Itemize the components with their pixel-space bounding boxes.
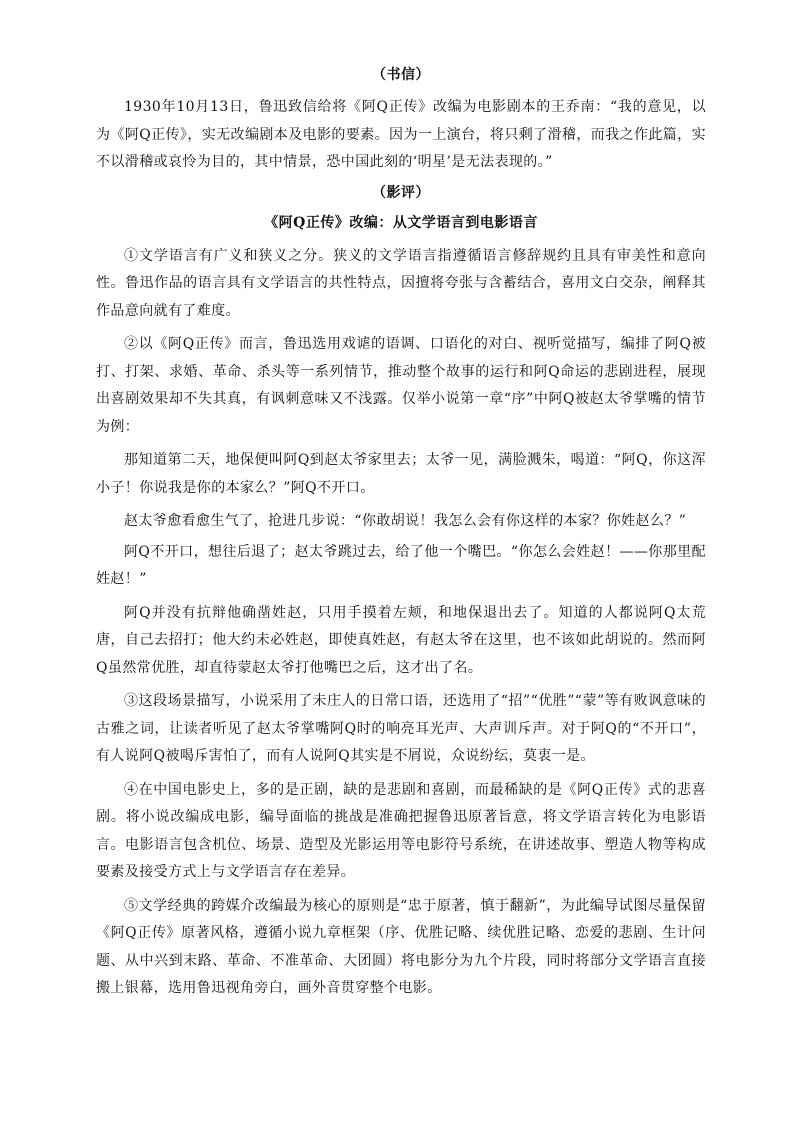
document-content	[96, 61, 706, 1003]
quoted-excerpt-4: 阿Q并没有抗辩他确凿姓赵，只用手摸着左颊，和地保退出去了。知道的人都说阿Q太荒唐，自己去招打；他大约未必姓赵，即使真姓赵，有赵太爷在这里，也不该如此胡说的。然而阿Q虽然常优胜，却直待蒙赵太爷打他嘴巴之后，这才出了名。	[96, 604, 706, 676]
article-title: 《阿Q正传》改编：从文学语言到电影语言	[264, 214, 538, 231]
article-paragraph-2: ②以《阿Q正传》而言，鲁迅选用戏谑的语调、口语化的对白、视听觉描写，编排了阿Q被打、打架、求婚、革命、杀头等一系列情节，推动整个故事的运行和阿Q命运的悲剧进程，展现出喜剧效果却不失其真，有讽刺意味又不浅露。仅举小说第一章“序”中阿Q被赵太爷掌嘴的情节为例：	[96, 336, 706, 435]
article-paragraph-4: ④在中国电影史上，多的是正剧，缺的是悲剧和喜剧，而最稀缺的是《阿Q正传》式的悲喜剧。将小说改编成电影，编导面临的挑战是准确把握鲁迅原著旨意，将文学语言转化为电影语言。电影语言包含机位、场景、造型及光影运用等电影符号系统，在讲述故事、塑造人物等构成要素及接受方式上与文学语言存在差异。	[96, 781, 706, 880]
article-paragraph-5: ⑤文学经典的跨媒介改编最为核心的原则是“忠于原著，慎于翻新”，为此编导试图尽量保留《阿Q正传》原著风格，遵循小说九章框架（序、优胜记略、续优胜记略、恋爱的悲剧、生计问题、从中兴到末路、革命、不准革命、大团圆）将电影分为九个片段，同时将部分文学语言直接搬上银幕，选用鲁迅视角旁白，画外音贯穿整个电影。	[96, 897, 706, 996]
article-paragraph-3: ③这段场景描写，小说采用了未庄人的日常口语，还选用了“招”“优胜”“蒙”等有败讽意味的古雅之词，让读者听见了赵太爷掌嘴阿Q时的响亮耳光声、大声训斥声。对于阿Q的“不开口”，有人说阿Q被喝斥害怕了，而有人说阿Q其实是不屑说，众说纷纭，莫衷一是。	[96, 693, 706, 764]
letter-paragraph: 1930年10月13日，鲁迅致信给将《阿Q正传》改编为电影剧本的王乔南：“我的意见，以为《阿Q正传》，实无改编剧本及电影的要素。因为一上演台，将只剩了滑稽，而我之作此篇，实不以滑稽或哀怜为目的，其中情景，恐中国此刻的‘明星’是无法表现的。”	[96, 99, 706, 170]
article-paragraph-1: ①文学语言有广义和狭义之分。狭义的文学语言指遵循语言修辞规约且具有审美性和意向性。鲁迅作品的语言具有文学语言的共性特点，因擅将夸张与含蓄结合，喜用文白交杂，阐释其作品意向就有了难度。	[96, 247, 706, 319]
review-heading: （影评）	[372, 184, 430, 201]
letter-heading: （书信）	[372, 67, 430, 83]
quoted-excerpt-2: 赵太爷愈看愈生气了，抢进几步说：“你敢胡说！我怎么会有你这样的本家？你姓赵么？”	[124, 513, 687, 529]
quoted-excerpt-3: 阿Q不开口，想往后退了；赵太爷跳过去，给了他一个嘴巴。“你怎么会姓赵！——你那里配姓赵！”	[96, 543, 706, 587]
quoted-excerpt-1: 那知道第二天，地保便叫阿Q到赵太爷家里去；太爷一见，满脸溅朱，喝道：“阿Q，你这浑小子！你说我是你的本家么？”阿Q不开口。	[96, 452, 706, 496]
